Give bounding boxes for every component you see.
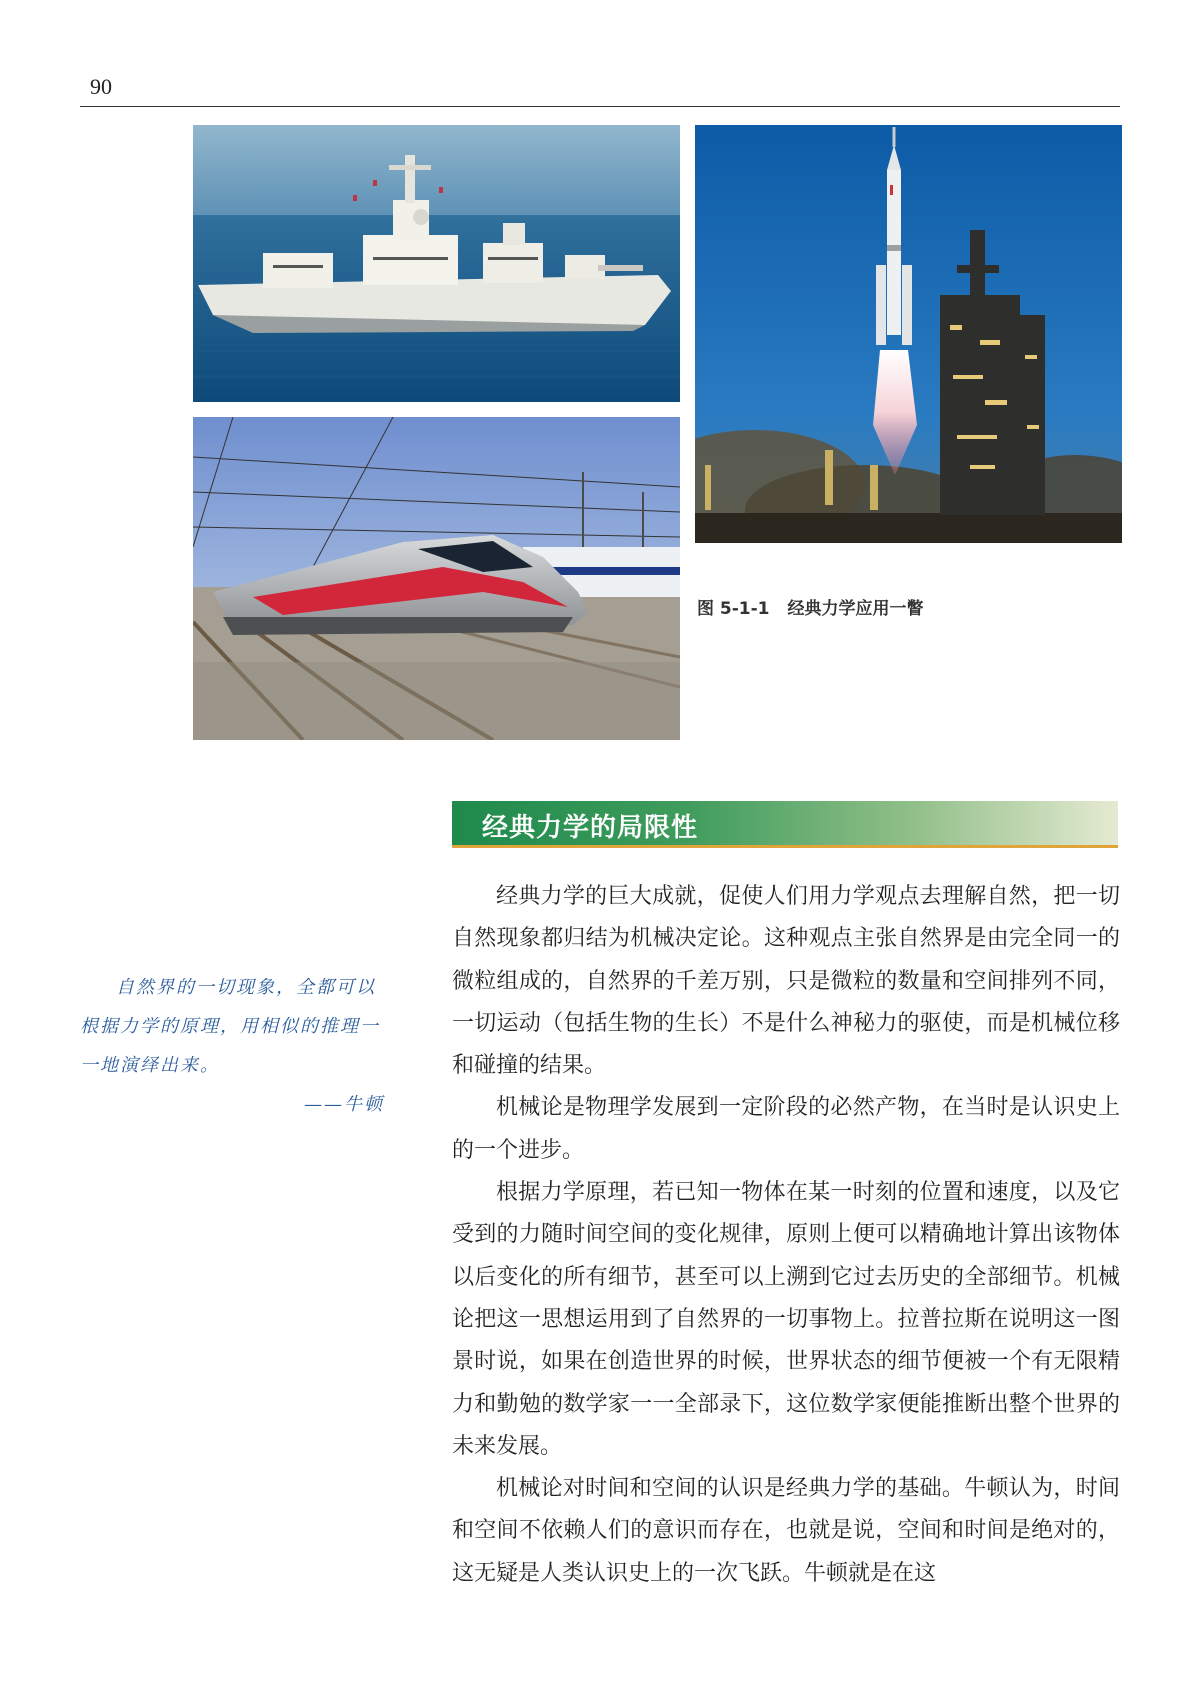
paragraph-2: 机械论是物理学发展到一定阶段的必然产物，在当时是认识史上的一个进步。	[452, 1095, 1120, 1163]
rocket-launch-photo	[695, 125, 1122, 543]
paragraph-1: 经典力学的巨大成就，促使人们用力学观点去理解自然，把一切自然现象都归结为机械决定论。这种观点主张自然界是由完全同一的微粒组成的，自然界的千差万别，只是微粒的数量和空间排列不同，一切运动（包括生物的生长）不是什么神秘力的驱使，而是机械位移和碰撞的结果。	[452, 884, 1120, 1079]
section-heading-bar	[452, 801, 1118, 848]
figure-caption	[697, 594, 924, 619]
paragraph-4: 机械论对时间和空间的认识是经典力学的基础。牛顿认为，时间和空间不依赖人们的意识而存在，也就是说，空间和时间是绝对的，这无疑是人类认识史上的一次飞跃。牛顿就是在这	[452, 1476, 1120, 1586]
body-text	[452, 876, 1120, 1595]
figure-number: 图 5-1-1	[697, 599, 770, 619]
page-number: 90	[90, 74, 112, 99]
warship-photo	[193, 125, 680, 402]
margin-quote	[80, 968, 384, 1124]
quote-author: ——牛顿	[304, 1094, 384, 1115]
paragraph-3: 根据力学原理，若已知一物体在某一时刻的位置和速度，以及它受到的力随时间空间的变化规律，原则上便可以精确地计算出该物体以后变化的所有细节，甚至可以上溯到它过去历史的全部细节。机械论把这一思想运用到了自然界的一切事物上。拉普拉斯在说明这一图景时说，如果在创造世界的时候，世界状态的细节便被一个有无限精力和勤勉的数学家一一全部录下，这位数学家便能推断出整个世界的未来发展。	[452, 1180, 1120, 1459]
figure-caption-text: 经典力学应用一瞥	[787, 599, 924, 619]
header-rule	[80, 106, 1120, 107]
high-speed-train-photo	[193, 417, 680, 740]
quote-text: 自然界的一切现象，全都可以根据力学的原理，用相似的推理一一地演绎出来。	[80, 977, 380, 1076]
section-title: 经典力学的局限性	[482, 813, 699, 843]
